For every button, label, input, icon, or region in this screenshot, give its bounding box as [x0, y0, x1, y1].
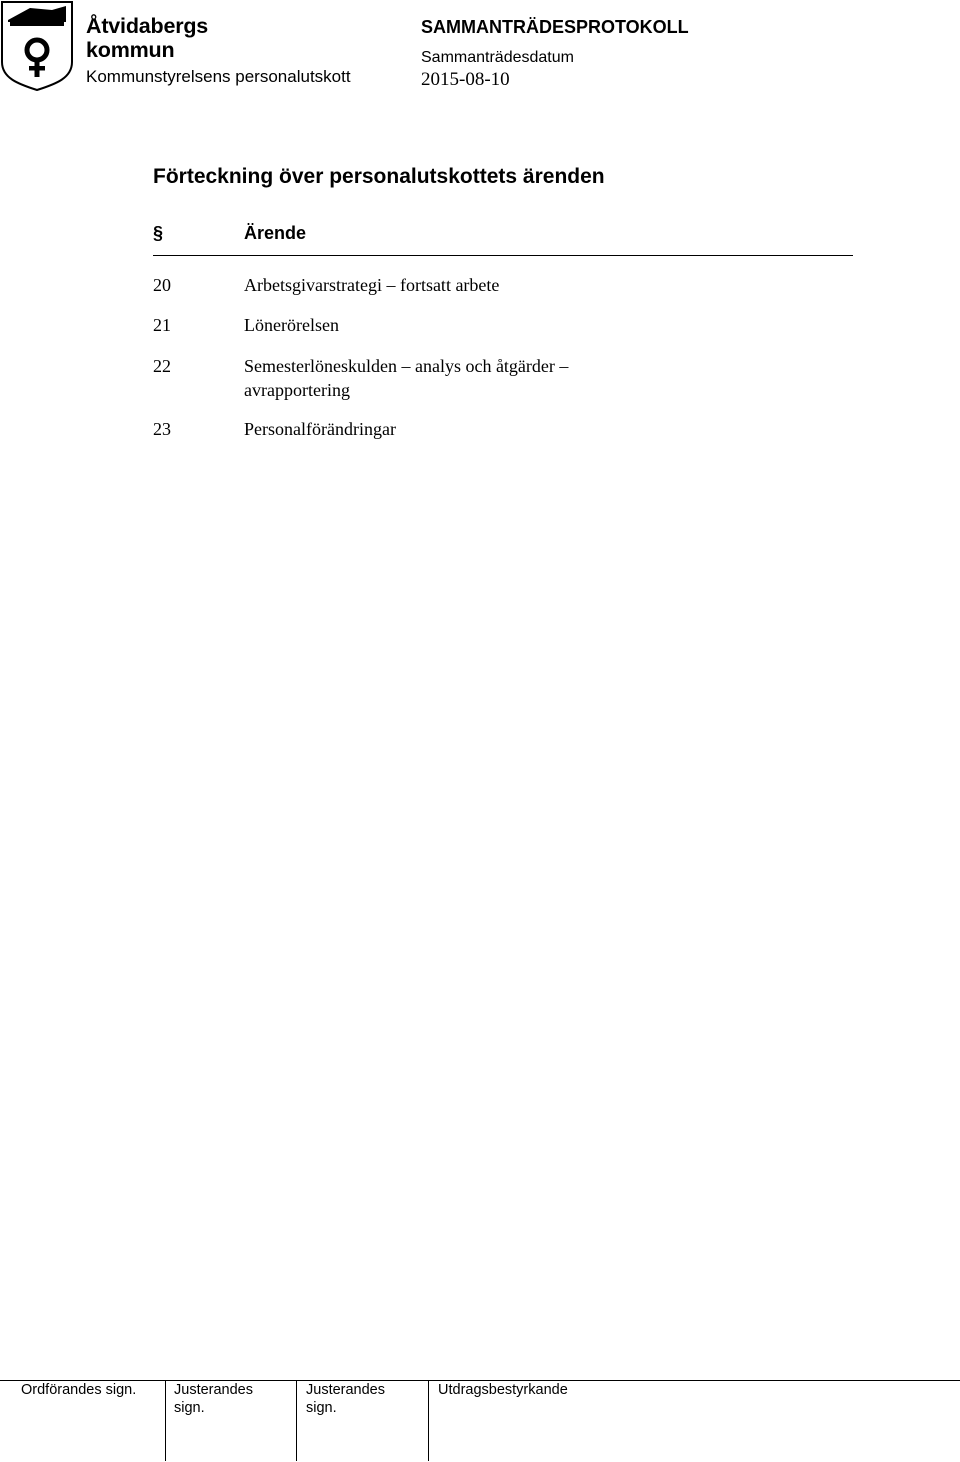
signature-label: sign.: [174, 1400, 205, 1416]
document-type: SAMMANTRÄDESPROTOKOLL: [421, 17, 689, 37]
meeting-date-value: 2015-08-10: [421, 69, 510, 90]
organization-name-line2: kommun: [86, 38, 175, 62]
committee-name: Kommunstyrelsens personalutskott: [86, 67, 351, 86]
item-text-line: Personalförändringar: [244, 419, 396, 439]
column-header-matter: Ärende: [244, 223, 307, 243]
item-text: [244, 354, 664, 402]
signature-label: Justerandes: [174, 1382, 253, 1398]
signature-label: Ordförandes sign.: [21, 1382, 137, 1398]
signature-footer: [0, 1380, 960, 1461]
signature-label: Justerandes: [306, 1382, 385, 1398]
item-text-line: avrapportering: [244, 380, 350, 400]
item-text-line: Arbetsgivarstrategi – fortsatt arbete: [244, 275, 500, 295]
column-header-paragraph: §: [153, 223, 164, 243]
column-divider: [428, 1380, 429, 1461]
item-text-line: Semesterlöneskulden – analys och åtgärder –: [244, 356, 569, 376]
item-number: 22: [153, 356, 171, 376]
item-text: [244, 417, 664, 441]
item-text-line: Lönerörelsen: [244, 315, 339, 335]
signature-label: sign.: [306, 1400, 337, 1416]
column-divider: [165, 1380, 166, 1461]
signature-label: Utdragsbestyrkande: [438, 1382, 568, 1398]
organization-name-line1: Åtvidabergs: [86, 14, 209, 38]
item-text: [244, 313, 664, 337]
adjuster-signature-cell: [306, 1380, 424, 1462]
chair-signature-cell: [21, 1380, 161, 1462]
column-divider: [296, 1380, 297, 1461]
item-number: 20: [153, 275, 171, 295]
certifier-signature-cell: [438, 1380, 638, 1462]
organization-name: [86, 14, 208, 62]
item-number: 23: [153, 419, 171, 439]
page-title: Förteckning över personalutskottets ärenden: [153, 165, 605, 188]
item-number: 21: [153, 315, 171, 335]
header-divider: [153, 255, 853, 256]
adjuster-signature-cell: [174, 1380, 292, 1462]
coat-of-arms-icon: [0, 0, 74, 92]
meeting-date-label: Sammanträdesdatum: [421, 49, 574, 66]
item-text: [244, 273, 664, 297]
